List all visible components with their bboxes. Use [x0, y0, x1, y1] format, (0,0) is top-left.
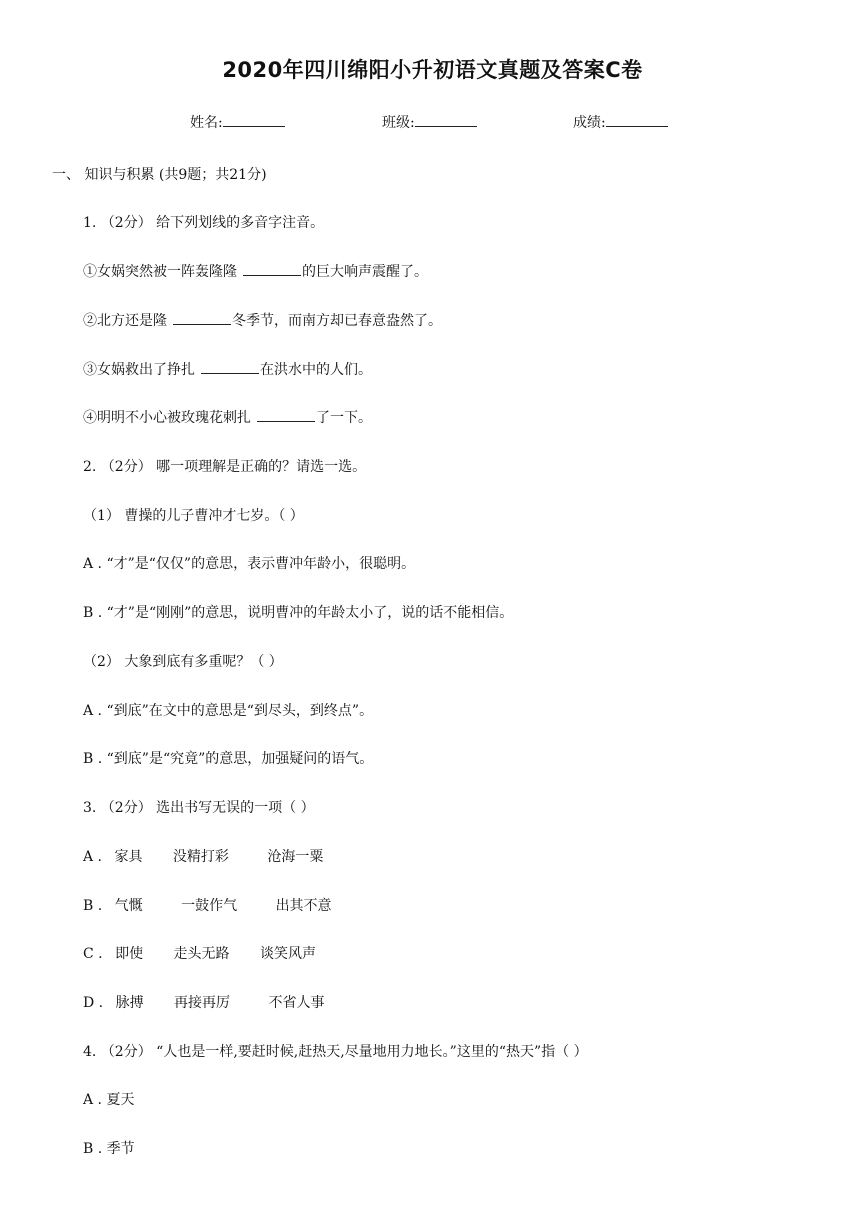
q2-subquestion-2: （2） 大象到底有多重呢？（ ）: [83, 654, 283, 670]
question-2-stem: 2. （2分） 哪一项理解是正确的？请选一选。: [83, 459, 367, 475]
q3-option-d-letter: D .: [83, 995, 104, 1011]
q3-option-c-word-3: 谈笑风声: [259, 946, 316, 962]
q1-item-1-blank[interactable]: [243, 263, 301, 276]
q3-option-a-word-1: 家具: [114, 849, 143, 865]
q1-item-2-blank[interactable]: [173, 312, 231, 325]
q2-subquestion-1: （1） 曹操的儿子曹冲才七岁。（ ）: [83, 508, 304, 524]
q3-option-c-letter: C .: [83, 946, 103, 962]
score-field: [573, 112, 668, 132]
q1-item-4-blank[interactable]: [257, 409, 315, 422]
class-blank[interactable]: [415, 114, 477, 127]
q2-sub2-option-b[interactable]: B . “到底”是“究竟”的意思，加强疑问的语气。: [83, 751, 374, 767]
q3-option-a-word-2: 没精打彩: [172, 849, 229, 865]
q1-item-3-post: 在洪水中的人们。: [260, 362, 372, 378]
name-blank[interactable]: [223, 114, 285, 127]
q1-item-4-post: 了一下。: [316, 410, 372, 426]
q3-option-d-word-1: 脉搏: [115, 995, 144, 1011]
q1-item-1-pre: ①女娲突然被一阵轰隆隆: [83, 264, 237, 280]
q3-option-b-word-3: 出其不意: [275, 898, 332, 914]
q1-item-3-blank[interactable]: [201, 361, 259, 374]
q3-option-c[interactable]: [83, 943, 316, 963]
q3-option-c-word-1: 即使: [115, 946, 144, 962]
q3-option-b[interactable]: [83, 895, 332, 915]
q1-item-2-post: 冬季节，而南方却已春意盎然了。: [232, 313, 442, 329]
score-label: 成绩:: [573, 115, 606, 131]
score-blank[interactable]: [606, 114, 668, 127]
q3-option-a-word-3: 沧海一粟: [267, 849, 324, 865]
q3-option-a[interactable]: [83, 846, 323, 866]
name-field: [190, 112, 285, 132]
class-label: 班级:: [382, 115, 415, 131]
section-heading: 一、 知识与积累 (共9题；共21分): [52, 167, 267, 183]
name-label: 姓名:: [190, 115, 223, 131]
q1-item-2-pre: ②北方还是隆: [83, 313, 167, 329]
q3-option-b-letter: B .: [83, 898, 103, 914]
question-3-stem: 3. （2分） 选出书写无误的一项（ ）: [83, 800, 315, 816]
q2-sub1-option-b[interactable]: B . “才”是“刚刚”的意思，说明曹冲的年龄太小了，说的话不能相信。: [83, 605, 514, 621]
q1-item-4: [83, 407, 372, 427]
q3-option-d[interactable]: [83, 992, 324, 1012]
q1-item-3-pre: ③女娲救出了挣扎: [83, 362, 195, 378]
q3-option-c-word-2: 走头无路: [173, 946, 230, 962]
q2-sub1-option-a[interactable]: A . “才”是“仅仅”的意思，表示曹冲年龄小，很聪明。: [83, 556, 416, 572]
class-field: [382, 112, 477, 132]
q1-item-1-post: 的巨大响声震醒了。: [302, 264, 428, 280]
q2-sub2-option-a[interactable]: A . “到底”在文中的意思是“到尽头，到终点”。: [83, 703, 374, 719]
q4-option-b[interactable]: B . 季节: [83, 1141, 135, 1157]
q3-option-b-word-2: 一鼓作气: [181, 898, 238, 914]
question-4-stem: 4. （2分） “人也是一样,要赶时候,赶热天,尽量地用力地长。”这里的“热天”指（ ）: [83, 1044, 588, 1060]
q3-option-d-word-3: 不省人事: [268, 995, 325, 1011]
q3-option-a-letter: A .: [83, 849, 103, 865]
question-1-stem: 1. （2分） 给下列划线的多音字注音。: [83, 215, 325, 231]
q1-item-2: [83, 310, 442, 330]
q1-item-1: [83, 261, 428, 281]
q1-item-4-pre: ④明明不小心被玫瑰花刺扎: [83, 410, 251, 426]
q3-option-d-word-2: 再接再厉: [174, 995, 231, 1011]
q3-option-b-word-1: 气慨: [114, 898, 143, 914]
q1-item-3: [83, 359, 372, 379]
q4-option-a[interactable]: A . 夏天: [83, 1092, 135, 1108]
page-title: 2020年四川绵阳小升初语文真题及答案C卷: [222, 58, 643, 82]
